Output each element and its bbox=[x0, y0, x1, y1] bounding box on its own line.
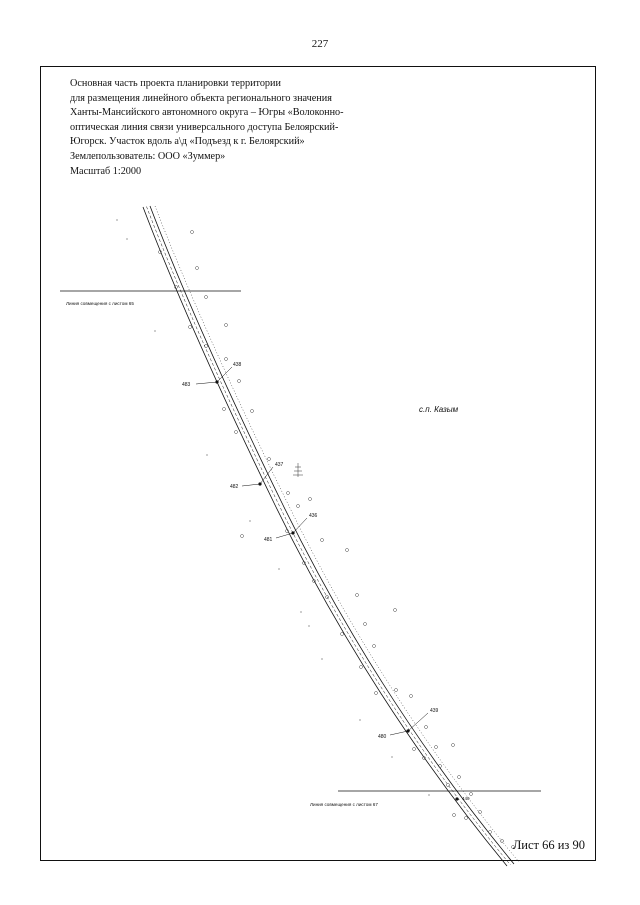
terrain-dots bbox=[116, 219, 429, 795]
title-line-4: оптическая линия связи универсального доступа Белоярский- bbox=[70, 121, 339, 133]
station-label: 480 bbox=[378, 734, 387, 740]
title-line-3: Ханты-Мансийского автономного округа – Югры «Волоконно- bbox=[70, 107, 344, 119]
turning-point-438 bbox=[182, 362, 242, 388]
title-line-5: Югорск. Участок вдоль а\д «Подъезд к г. Белоярский» bbox=[70, 136, 305, 148]
station-label: 481 bbox=[264, 537, 273, 543]
turning-point-436 bbox=[264, 513, 318, 543]
sheet-label: Лист 66 из 90 bbox=[512, 838, 585, 852]
pole-marker bbox=[293, 463, 303, 477]
road-edge-left bbox=[143, 207, 507, 866]
title-line-1: Основная часть проекта планировки территории bbox=[70, 78, 281, 89]
point-number-label: 436 bbox=[309, 513, 318, 519]
turning-point-437 bbox=[230, 462, 284, 490]
cable-route bbox=[147, 207, 511, 866]
road-edge-right bbox=[150, 206, 514, 864]
terrain-symbols bbox=[159, 231, 515, 849]
map-scale: Масштаб 1:2000 bbox=[70, 165, 142, 177]
road-edge-outer bbox=[155, 206, 519, 862]
route-corridor bbox=[143, 206, 519, 866]
point-number-label: 439 bbox=[430, 708, 439, 714]
point-number-label: 437 bbox=[275, 462, 284, 468]
station-label: 483 bbox=[182, 382, 191, 388]
page-number: 227 bbox=[311, 38, 329, 50]
point-number-label: 438 bbox=[233, 362, 242, 368]
station-label: 482 bbox=[230, 484, 239, 490]
title-line-2: для размещения линейного объекта регионального значения bbox=[70, 92, 332, 104]
match-line-top-label: Линия совмещения с листом 65 bbox=[66, 301, 134, 306]
settlement-label: с.п. Казым bbox=[419, 405, 459, 414]
turning-point-440 bbox=[455, 796, 470, 801]
land-user: Землепользователь: ООО «Зуммер» bbox=[70, 150, 226, 162]
match-line-bottom-label: Линия совмещения с листом 67 bbox=[310, 802, 378, 807]
point-number-label: 440 bbox=[462, 796, 470, 801]
